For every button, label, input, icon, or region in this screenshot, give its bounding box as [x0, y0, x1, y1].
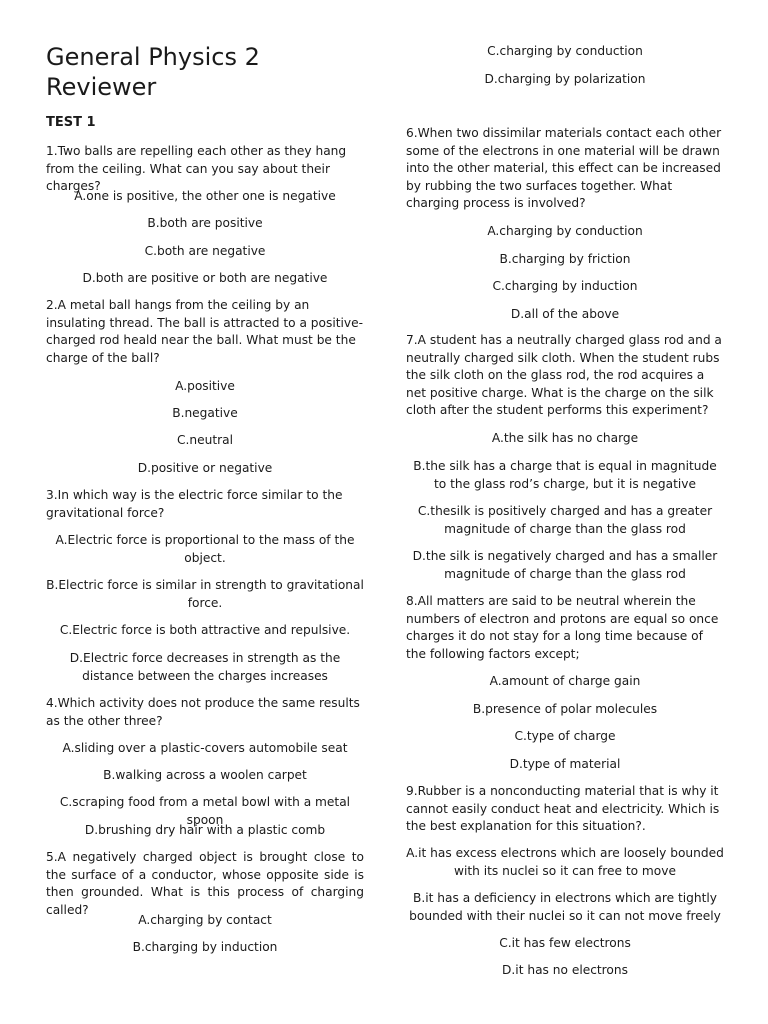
question-1: 1.Two balls are repelling each other as they hang from the ceiling. What can you say about their charges?: [46, 144, 347, 194]
question-6: 6.When two dissimilar materials contact each other some of the electrons in one material will be drawn into the other material, this effect can be increased by rubbing the two surfaces together. What charging process is involved?: [406, 126, 722, 211]
question-3: 3.In which way is the electric force similar to the gravitational force?: [46, 488, 343, 520]
q1-option-b: B.both are positive: [147, 216, 263, 230]
q5-option-d: D.charging by polarization: [484, 72, 646, 86]
q6-option-c: C.charging by induction: [492, 279, 638, 293]
q9-option-d: D.it has no electrons: [502, 963, 628, 977]
q3-option-a: A.Electric force is proportional to the mass of the object.: [55, 533, 355, 565]
question-2: 2.A metal ball hangs from the ceiling by an insulating thread. The ball is attracted to a positive-charged rod heald near the ball. What must be the charge of the ball?: [46, 298, 363, 365]
q8-option-c: C.type of charge: [514, 729, 616, 743]
q3-option-d: D.Electric force decreases in strength as the distance between the charges increases: [69, 651, 341, 683]
q1-option-d: D.both are positive or both are negative: [82, 271, 328, 285]
q8-option-d: D.type of material: [509, 757, 621, 771]
q5-option-a: A.charging by contact: [138, 913, 272, 927]
q2-option-c: C.neutral: [177, 433, 233, 447]
q4-option-b: B.walking across a woolen carpet: [103, 768, 307, 782]
q2-option-d: D.positive or negative: [137, 461, 273, 475]
q2-option-a: A.positive: [175, 379, 235, 393]
q3-option-b: B.Electric force is similar in strength to gravitational force.: [46, 578, 364, 610]
q4-option-c: C.scraping food from a metal bowl with a metal spoon: [59, 795, 351, 827]
q7-option-a: A.the silk has no charge: [491, 431, 639, 445]
q9-option-c: C.it has few electrons: [499, 936, 631, 950]
title-line-1: General Physics 2: [46, 43, 260, 71]
q4-option-d: D.brushing dry hair with a plastic comb: [84, 823, 326, 837]
page-title: [46, 42, 366, 102]
q8-option-b: B.presence of polar molecules: [472, 702, 658, 716]
question-9: 9.Rubber is a nonconducting material that is why it cannot easily conduct heat and electricity. Which is the best explanation for this situation?.: [406, 784, 720, 834]
q7-option-b: B.the silk has a charge that is equal in magnitude to the glass rod’s charge, but it is negative: [413, 459, 717, 491]
q6-option-a: A.charging by conduction: [487, 224, 643, 238]
q1-option-c: C.both are negative: [144, 244, 266, 258]
title-line-2: Reviewer: [46, 73, 157, 101]
q5-option-b: B.charging by induction: [132, 940, 278, 954]
q7-option-c: C.thesilk is positively charged and has a greater magnitude of charge than the glass rod: [417, 504, 713, 536]
q2-option-b: B.negative: [172, 406, 238, 420]
q5-option-c: C.charging by conduction: [487, 44, 643, 58]
q6-option-d: D.all of the above: [510, 307, 620, 321]
q3-option-c: C.Electric force is both attractive and repulsive.: [59, 623, 351, 637]
question-4: 4.Which activity does not produce the same results as the other three?: [46, 696, 360, 728]
q8-option-a: A.amount of charge gain: [489, 674, 641, 688]
question-8: 8.All matters are said to be neutral wherein the numbers of electron and protons are equal so once charges it do not stay for a long time because of the following factors except;: [406, 594, 719, 661]
q9-option-b: B.it has a deficiency in electrons which are tightly bounded with their nuclei so it can not move freely: [409, 891, 721, 923]
test-heading: TEST 1: [46, 115, 96, 130]
q4-option-a: A.sliding over a plastic-covers automobile seat: [62, 741, 348, 755]
q1-option-a: A.one is positive, the other one is negative: [74, 189, 336, 203]
q6-option-b: B.charging by friction: [499, 252, 631, 266]
q7-option-d: D.the silk is negatively charged and has a smaller magnitude of charge than the glass rod: [412, 549, 718, 581]
question-5: 5.A negatively charged object is brought close to the surface of a conductor, whose opposite side is then grounded. What is this process of charging called?: [46, 850, 364, 917]
q9-option-a: A.it has excess electrons which are loosely bounded with its nuclei so it can free to move: [406, 846, 724, 878]
question-7: 7.A student has a neutrally charged glass rod and a neutrally charged silk cloth. When the student rubs the silk cloth on the glass rod, the rod acquires a net positive charge. What is the charge on the silk cloth after the student performs this experiment?: [406, 333, 722, 418]
